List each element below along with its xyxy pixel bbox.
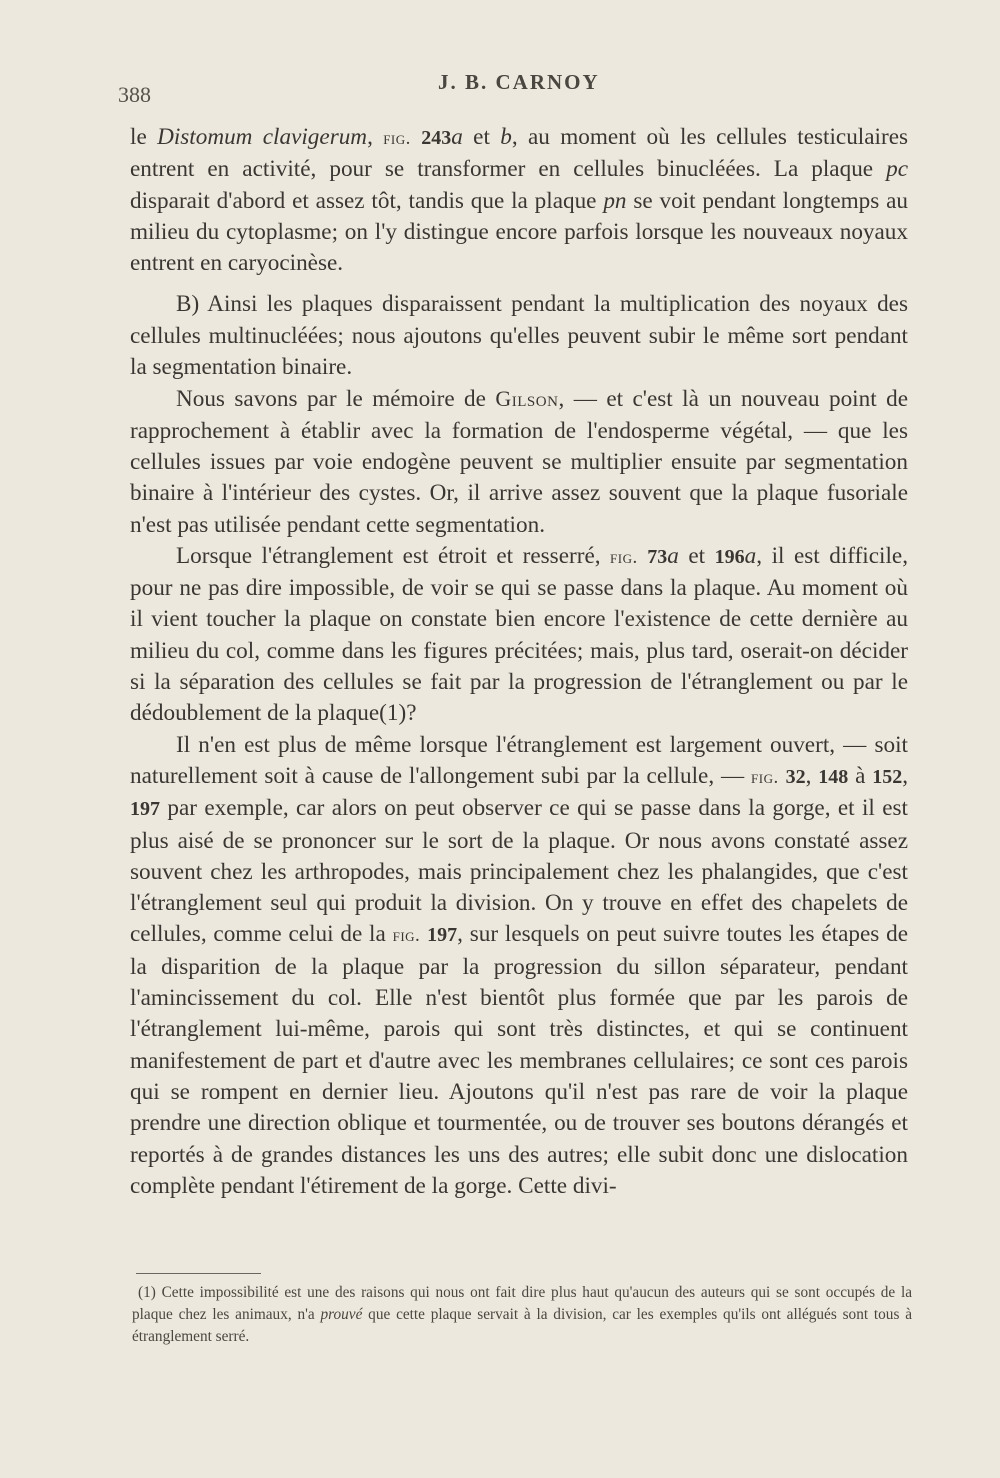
paragraph-1 bbox=[130, 122, 908, 279]
footnote-rule bbox=[136, 1273, 261, 1274]
header-author: J. B. CARNOY bbox=[438, 70, 600, 94]
text: Nous savons par le mémoire de bbox=[176, 386, 496, 413]
text: et bbox=[462, 124, 501, 150]
text: par exemple, car alors on peut observer ce qui se passe dans la gorge, et il est plus aisé de se prononcer sur le sort de la plaque. Or nous avons constaté assez souvent chez les arthropodes, mais principalement chez les phalangides, que c'est l'étranglement seul qui produit la division. On y trouve en effet des chapelets de cellules, comme celui de la bbox=[130, 795, 908, 948]
text: Lorsque l'étranglement est étroit et resserré, bbox=[176, 542, 611, 569]
author-name: Gilson bbox=[495, 386, 559, 412]
text: disparait d'abord et assez tôt, tandis que la plaque bbox=[130, 187, 604, 214]
fig-number: 148 bbox=[818, 765, 849, 788]
running-head bbox=[118, 70, 918, 110]
footnote bbox=[132, 1282, 912, 1348]
footnote-text bbox=[132, 1282, 912, 1348]
body-text bbox=[130, 122, 908, 1202]
text: , bbox=[367, 124, 384, 150]
text: , il est difficile, pour ne pas dire impossible, de voir se qui se passe dans la plaque. Au moment où il vient toucher la plaque on constate bien encore l'existence de cette dernière au milieu du col, comme dans les figures précitées; mais, plus tard, oserait-on décider si la séparation des cellules se fait par la progression de l'étranglement ou par le dédoublement de la plaque(1)? bbox=[130, 542, 909, 727]
emphasis: prouvé bbox=[320, 1306, 363, 1323]
fig-ref: fig. bbox=[383, 128, 411, 149]
text: Il n'en est plus de même lorsque l'étranglement est largement ouvert, — soit naturellement soit à cause de l'allongement subi par la cellule, — bbox=[130, 731, 908, 789]
fig-number: 243 bbox=[421, 127, 452, 149]
paragraph-2: B) Ainsi les plaques disparaissent pendant la multiplication des noyaux des cellules multinucléées; nous ajoutons qu'elles peuvent subir le même sort pendant la segmentation binaire. bbox=[130, 291, 908, 381]
species-name: Distomum clavigerum bbox=[157, 124, 368, 150]
text: se voit pendant longtemps au milieu du cytoplasme; on l'y distingue encore parfois lorsque les nouveaux noyaux entrent en caryocinèse. bbox=[130, 187, 908, 277]
fig-letter: a bbox=[667, 542, 679, 569]
text: que cette plaque servait à la division, car les exemples qu'ils ont allégués sont tous à étranglement serré. bbox=[132, 1306, 912, 1345]
fig-number: 196 bbox=[714, 545, 745, 568]
label-pn: pn bbox=[603, 187, 627, 214]
paragraph-5 bbox=[130, 730, 908, 1202]
fig-ref: fig. bbox=[392, 925, 421, 947]
fig-letter: b bbox=[500, 124, 512, 150]
fig-number: 152 bbox=[872, 765, 903, 788]
text: , au moment où les cellules testiculaires entrent en activité, pour se transformer en cellules binucléées. La plaque bbox=[130, 124, 909, 183]
text: , sur lesquels on peut suivre toutes les étapes de la disparition de la plaque par la progression du sillon séparateur, pendant l'amincissement du col. Elle n'est bientôt plus formée que par les parois de l'étranglement lui-même, parois qui sont très distinctes, et qui se continuent manifestement de part et d'autre avec les membranes cellulaires; ce sont ces parois qui se rompent en dernier lieu. Ajoutons qu'il n'est pas rare de voir la plaque prendre une direction oblique et tourmentée, ou de trouver ses boutons dérangés et reportés à de grandes distances les uns des autres; elle subit donc une dislocation complète pendant l'étirement de la gorge. Cette divi- bbox=[130, 921, 908, 1199]
paragraph-3 bbox=[130, 383, 908, 540]
fig-number: 197 bbox=[130, 798, 160, 821]
page-number: 388 bbox=[118, 82, 151, 107]
fig-ref: fig. bbox=[610, 546, 638, 568]
fig-number: 197 bbox=[427, 924, 458, 947]
text: , bbox=[902, 762, 909, 789]
label-pc: pc bbox=[886, 156, 908, 183]
text: le bbox=[130, 124, 158, 150]
text: (1) Cette impossibilité est une des raisons qui nous ont fait dire plus haut qu'aucun des auteurs qui se sont occupés de la plaque chez les animaux, n'a bbox=[132, 1284, 912, 1323]
text: , bbox=[805, 762, 819, 789]
fig-letter: a bbox=[744, 542, 757, 569]
text: à bbox=[848, 762, 873, 789]
text: , — et c'est là un nouveau point de rapprochement à établir avec la formation de l'endosperme végétal, — que les cellules issues par voie endogène peuvent se multiplier ensuite par segmentation binaire à l'intérieur des cystes. Or, il arrive assez souvent que la plaque fusoriale n'est pas utilisée pendant cette segmentation. bbox=[130, 386, 908, 538]
text: et bbox=[678, 542, 715, 569]
fig-ref: fig. bbox=[751, 766, 779, 788]
paragraph-4 bbox=[130, 541, 908, 730]
fig-number: 32 bbox=[785, 765, 806, 788]
fig-number: 73 bbox=[647, 545, 668, 568]
fig-letter: a bbox=[451, 124, 463, 150]
